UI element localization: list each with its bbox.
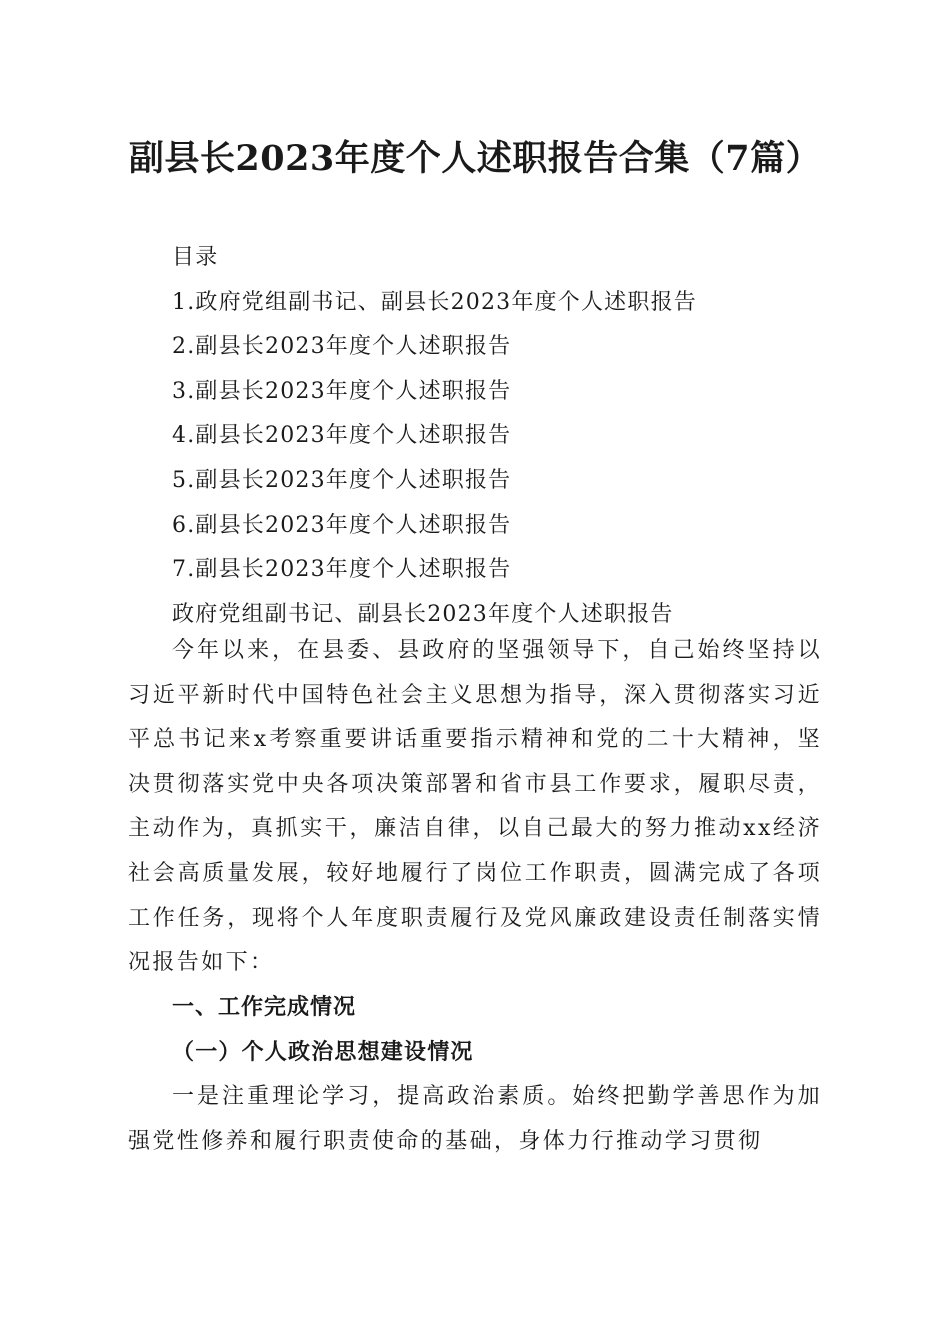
heading-political-thought: （一）个人政治思想建设情况 <box>172 1039 474 1066</box>
table-of-contents <box>172 236 697 637</box>
section-title: 政府党组副书记、副县长2023年度个人述职报告 <box>172 601 674 627</box>
toc-item: 1.政府党组副书记、副县长2023年度个人述职报告 <box>172 289 697 315</box>
intro-paragraph: 今年以来，在县委、县政府的坚强领导下，自己始终坚持以习近平新时代中国特色社会主义思想为指导，深入贯彻落实习近平总书记来x考察重要讲话重要指示精神和党的二十大精神，坚决贯彻落实党中央各项决策部署和省市县工作要求，履职尽责，主动作为，真抓实干，廉洁自律，以自己最大的努力推动xx经济社会高质量发展，较好地履行了岗位工作职责，圆满完成了各项工作任务，现将个人年度职责履行及党风廉政建设责任制落实情况报告如下： <box>128 638 822 976</box>
toc-item: 2.副县长2023年度个人述职报告 <box>172 334 512 360</box>
document-title: 副县长2023年度个人述职报告合集（7篇） <box>128 138 822 179</box>
toc-item: 3.副县长2023年度个人述职报告 <box>172 378 512 404</box>
toc-item: 5.副县长2023年度个人述职报告 <box>172 467 512 493</box>
toc-item: 7.副县长2023年度个人述职报告 <box>172 557 512 583</box>
toc-item: 6.副县长2023年度个人述职报告 <box>172 512 512 538</box>
body-text <box>128 629 822 1164</box>
heading-work-completion: 一、工作完成情况 <box>172 994 357 1020</box>
toc-heading: 目录 <box>172 245 219 270</box>
toc-item: 4.副县长2023年度个人述职报告 <box>172 423 512 449</box>
theory-study-paragraph: 一是注重理论学习，提高政治素质。始终把勤学善思作为加强党性修养和履行职责使命的基础，身体力行推动学习贯彻 <box>128 1083 822 1154</box>
